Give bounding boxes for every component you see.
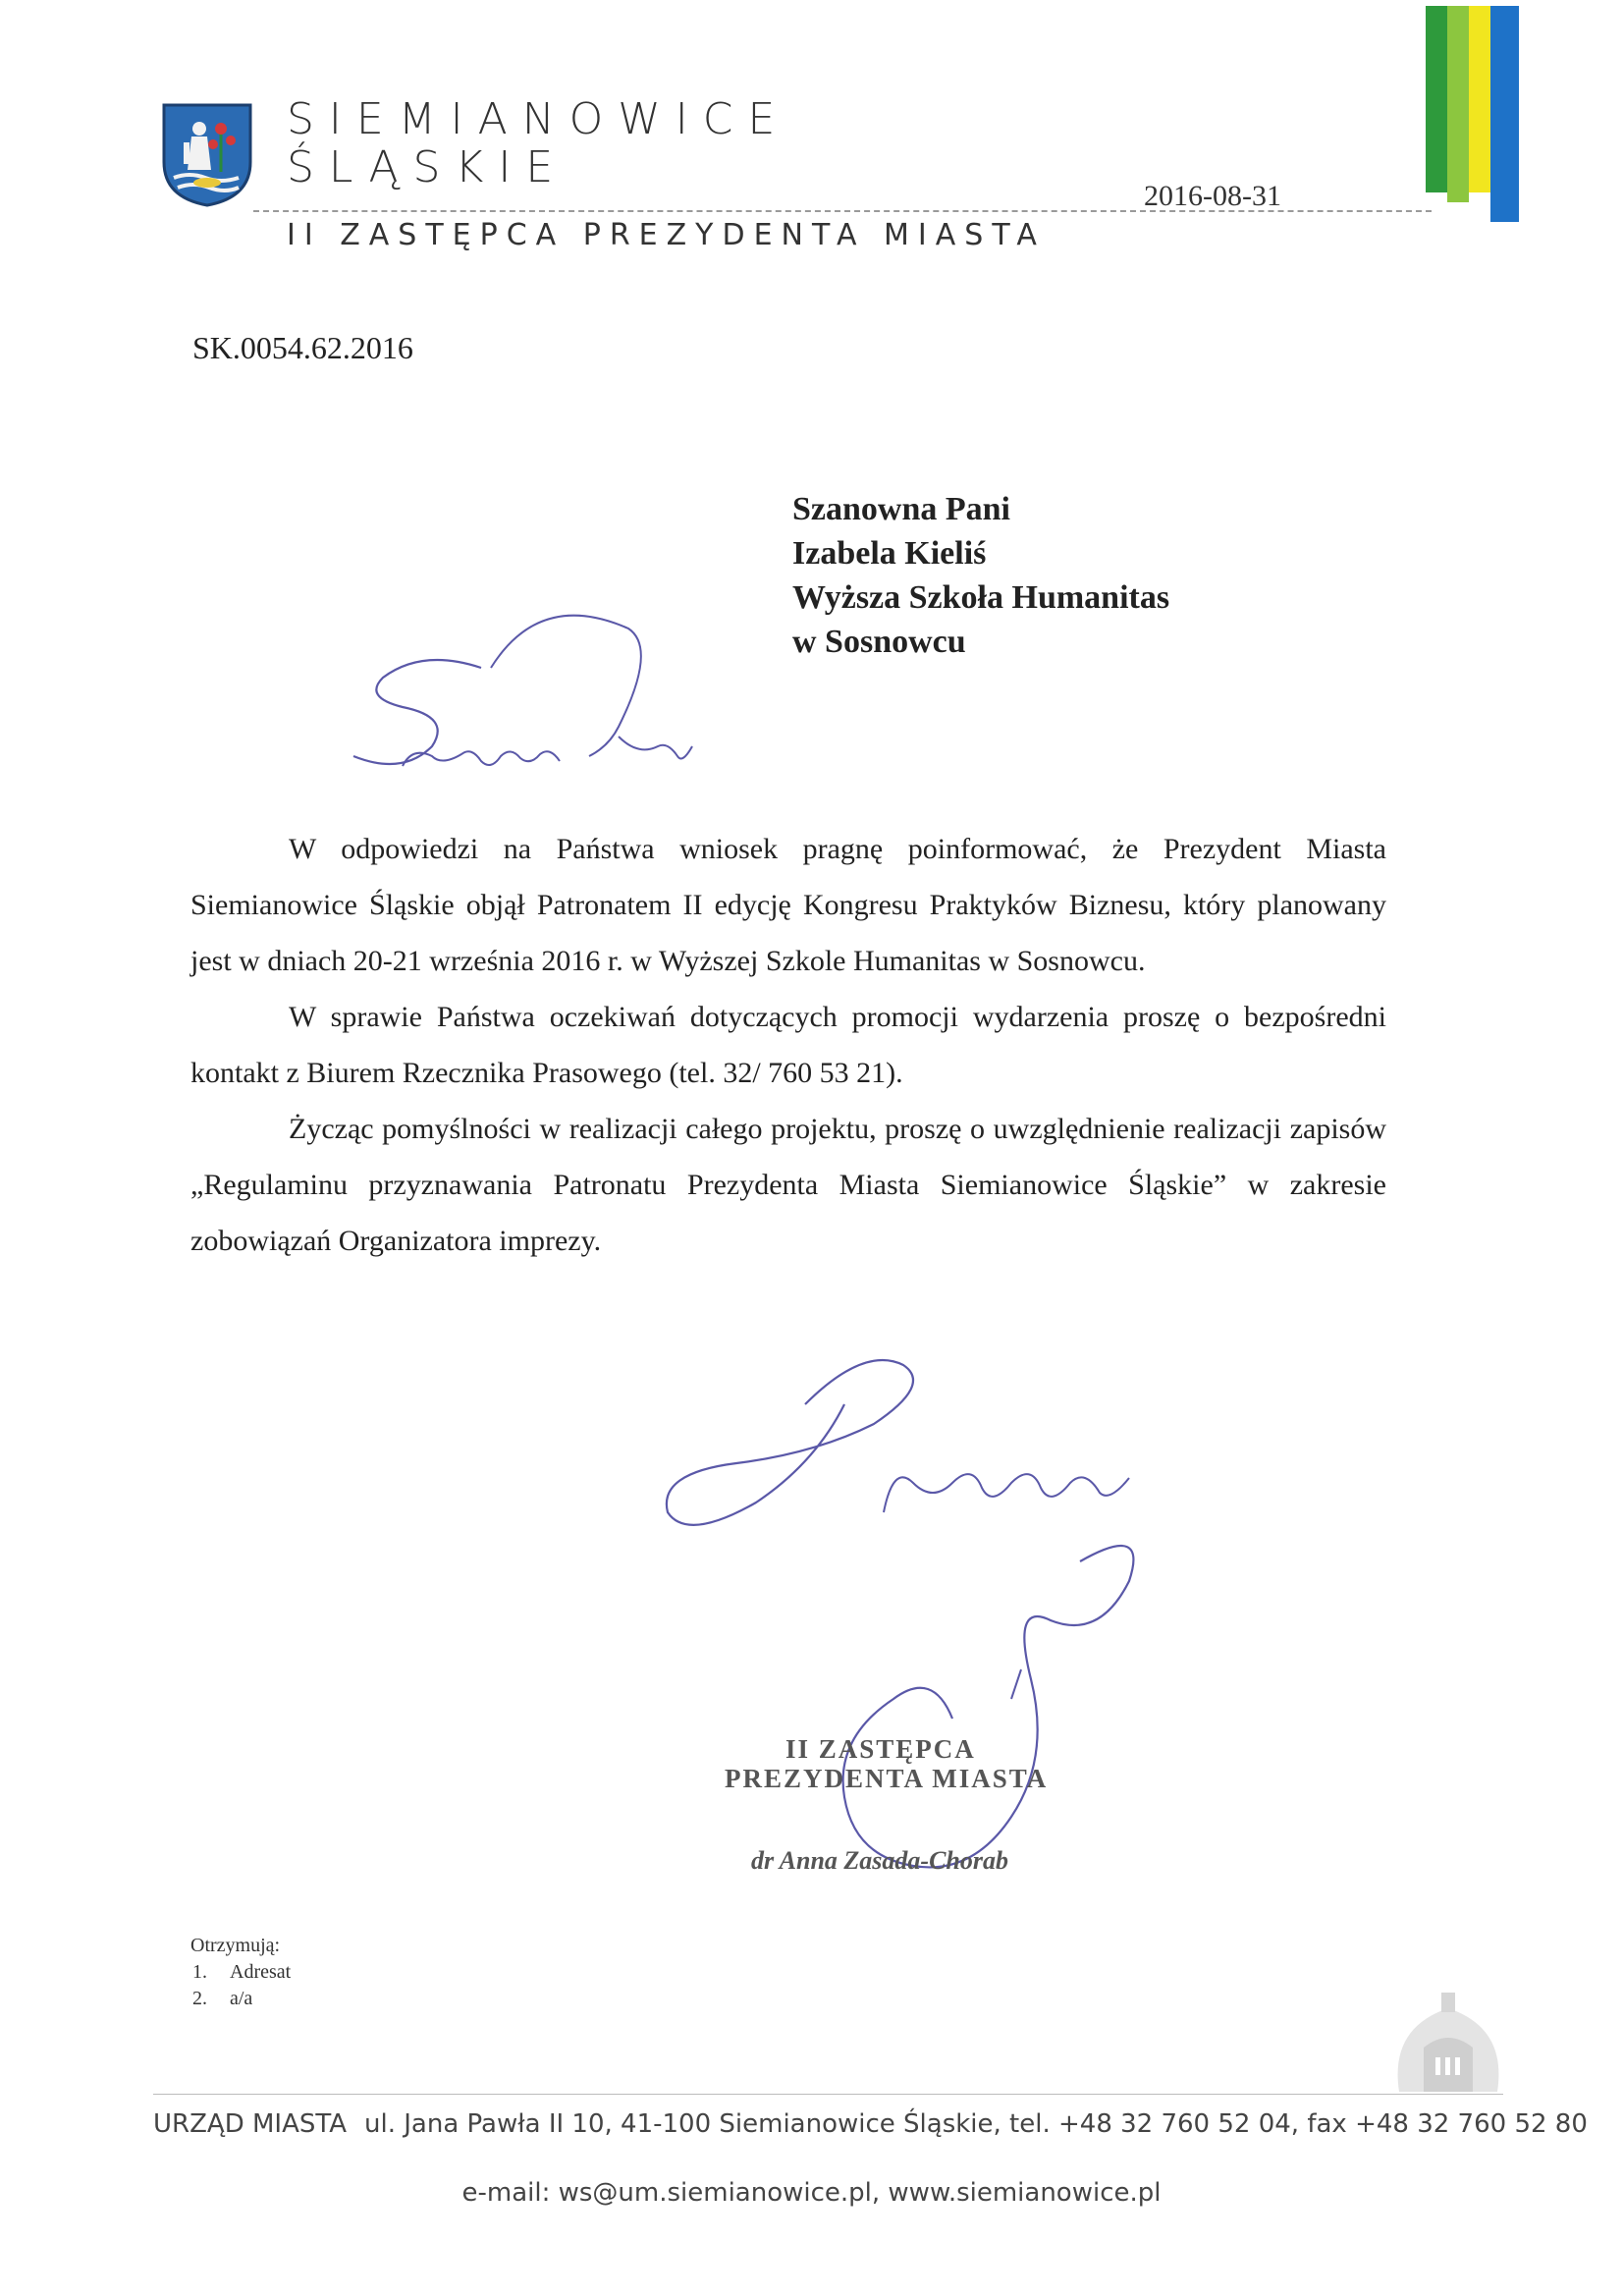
list-item-number: 2. (192, 1988, 207, 2009)
list-item (192, 1961, 291, 1984)
list-item-text: a/a (230, 1988, 253, 2009)
footer-address-line (153, 2109, 1588, 2139)
list-item (192, 1988, 252, 2010)
footer-office: URZĄD MIASTA (153, 2109, 348, 2139)
footer-address: ul. Jana Pawła II 10, 41-100 Siemianowice Śląskie, tel. +48 32 760 52 04, fax +48 32 760 52 80 (364, 2109, 1588, 2139)
handwritten-greeting (344, 609, 815, 786)
signature-title-line2: PREZYDENTA MIASTA (725, 1764, 1049, 1793)
signature-title-line1: II ZASTĘPCA (785, 1734, 976, 1764)
recipient-city: w Sosnowcu (792, 624, 966, 660)
recipient-salutation: Szanowna Pani (792, 491, 1010, 527)
recipient-institution: Wyższa Szkoła Humanitas (792, 579, 1170, 616)
building-watermark-icon (1384, 1989, 1512, 2097)
reference-number: SK.0054.62.2016 (192, 330, 413, 365)
brand-color-stripes (1426, 6, 1519, 222)
footer-contact: e-mail: ws@um.siemianowice.pl, www.siemianowice.pl (461, 2178, 1162, 2208)
footer-divider (153, 2094, 1503, 2095)
coat-of-arms-emblem (160, 101, 254, 209)
list-item-text: Adresat (230, 1961, 292, 1983)
office-subtitle: II ZASTĘPCA PREZYDENTA MIASTA (287, 218, 1046, 252)
city-name-line2: ŚLĄSKIE (287, 142, 568, 192)
letter-body (190, 821, 1386, 1269)
body-paragraph-2: W sprawie Państwa oczekiwań dotyczących promocji wydarzenia proszę o bezpośredni kontakt z Biurem Rzecznika Prasowego (tel. 32/ 760 53 21). (190, 1001, 1386, 1089)
letter-date: 2016-08-31 (1144, 180, 1281, 212)
recipient-name: Izabela Kieliś (792, 535, 987, 572)
body-paragraph-3: Życząc pomyślności w realizacji całego projektu, proszę o uwzględnienie realizacji zapisów „Regulaminu przyznawania Patronatu Prezydenta Miasta Siemianowice Śląskie” w zakresie zobowiązań Organizatora imprezy. (190, 1113, 1386, 1257)
handwritten-closing-and-signature (638, 1345, 1198, 1895)
list-item-number: 1. (192, 1961, 207, 1983)
city-name-line1: SIEMIANOWICE (287, 94, 790, 144)
recipients-heading: Otrzymują: (190, 1935, 281, 1956)
signatory-name: dr Anna Zasada-Chorab (751, 1846, 1008, 1875)
body-paragraph-1: W odpowiedzi na Państwa wniosek pragnę poinformować, że Prezydent Miasta Siemianowice Śląskie objął Patronatem II edycję Kongresu Praktyków Biznesu, który planowany jest w dniach 20-21 września 2016 r. w Wyższej Szkole Humanitas w Sosnowcu. (190, 833, 1386, 977)
